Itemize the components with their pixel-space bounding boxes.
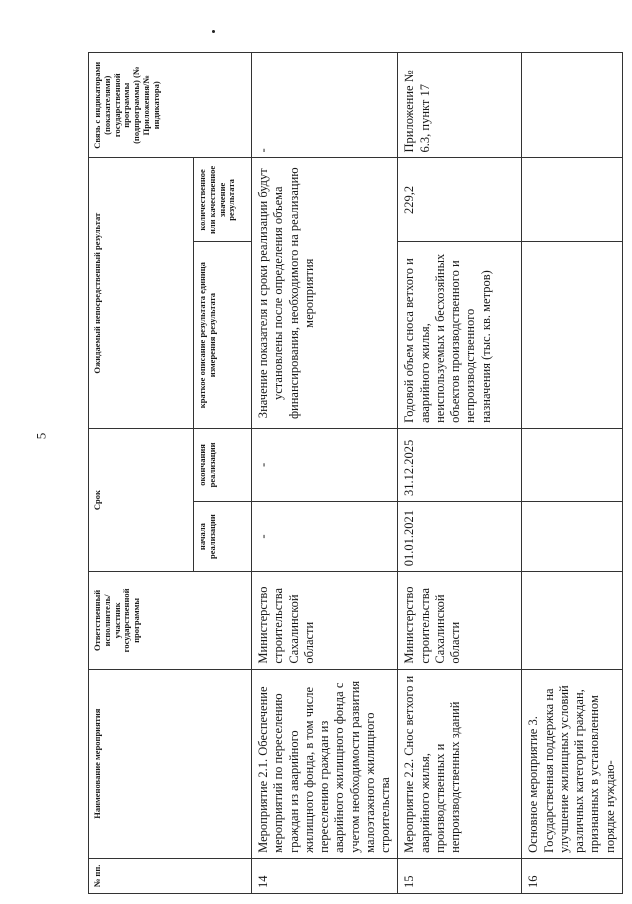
row-responsible: Министерство строительства Сахалинской области bbox=[398, 572, 522, 669]
header-term-start: начала реализации bbox=[194, 501, 252, 571]
row-link bbox=[522, 53, 623, 159]
row-end: - bbox=[252, 428, 398, 501]
row-desc bbox=[522, 242, 623, 429]
row-merged-result: Значение показателя и сроки реализации будут установлены после определения объема финансирования, необходимого на реализацию мероприятия bbox=[252, 158, 398, 428]
row-value: 229,2 bbox=[398, 158, 522, 242]
row-start: - bbox=[252, 501, 398, 571]
header-responsible: Ответственный исполнитель/участник государственной программы bbox=[89, 572, 252, 669]
row-responsible bbox=[522, 572, 623, 669]
row-start bbox=[522, 501, 623, 571]
events-table bbox=[88, 52, 623, 894]
page-number: 5 bbox=[33, 432, 49, 440]
header-link: Связь с индикаторами (показателями) государственной программы (подпрограммы) (№ Приложения/№ индикатора) bbox=[89, 53, 252, 159]
header-name: Наименование мероприятия bbox=[89, 669, 252, 858]
table-row bbox=[252, 53, 398, 894]
row-value bbox=[522, 158, 623, 242]
row-name: Основное мероприятие 3. Государственная поддержка на улучшение жилищных условий различных категорий граждан, признанных в установленном порядке нуждаю- bbox=[522, 669, 623, 858]
header-num: № пп. bbox=[89, 858, 252, 893]
scan-speck bbox=[212, 30, 215, 33]
header-term: Срок bbox=[89, 428, 194, 571]
header-expected-value: количественное или качественное значение результата bbox=[194, 158, 252, 242]
row-num: 16 bbox=[522, 858, 623, 893]
row-name: Мероприятие 2.1. Обеспечение мероприятий по переселению граждан из аварийного жилищного фонда, в том числе переселению граждан из аварийного жилищного фонда с учетом необходимости развития малоэтажного жилищного строительства bbox=[252, 669, 398, 858]
row-name: Мероприятие 2.2. Снос ветхого и аварийного жилья, производственных и непроизводственных зданий bbox=[398, 669, 522, 858]
header-expected-desc: краткое описание результата единица измерения результата bbox=[194, 242, 252, 429]
row-start: 01.01.2021 bbox=[398, 501, 522, 571]
row-desc: Годовой объем сноса ветхого и аварийного жилья, неиспользуемых и бесхозяйных объектов производственного и непроизводственного назначения (тыс. кв. метров) bbox=[398, 242, 522, 429]
table-row bbox=[522, 53, 623, 894]
header-term-end: окончания реализации bbox=[194, 428, 252, 501]
header-expected: Ожидаемый непосредственный результат bbox=[89, 158, 194, 428]
row-num: 14 bbox=[252, 858, 398, 893]
row-responsible: Министерство строительства Сахалинской области bbox=[252, 572, 398, 669]
row-num: 15 bbox=[398, 858, 522, 893]
row-end: 31.12.2025 bbox=[398, 428, 522, 501]
row-link: Приложение № 6.3, пункт 17 bbox=[398, 53, 522, 159]
row-link: - bbox=[252, 53, 398, 159]
row-end bbox=[522, 428, 623, 501]
table-row bbox=[398, 53, 522, 894]
rotated-table-area bbox=[88, 52, 618, 894]
